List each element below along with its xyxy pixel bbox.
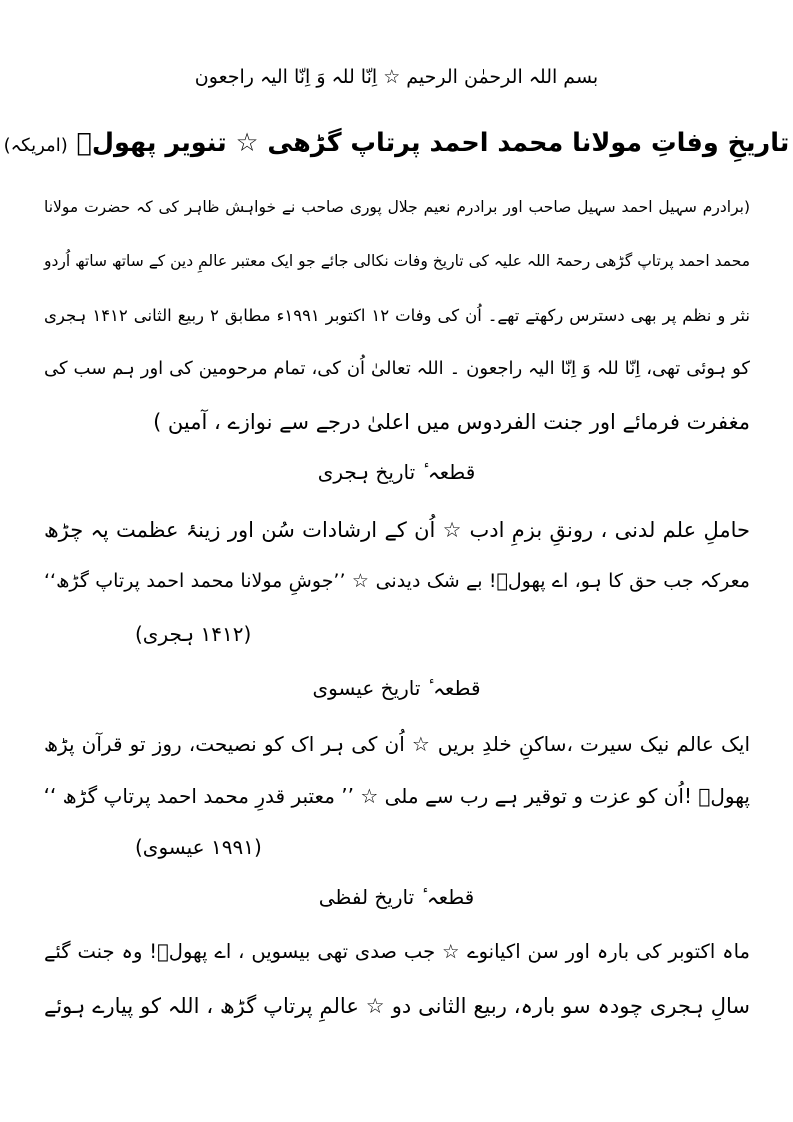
intro-line: محمد احمد پرتاپ گڑھی رحمۃ اللہ علیہ کی تاریخ وفات نکالی جائے جو ایک معتبر عالمِ دین کے ساتھ ساتھ اُردو — [44, 252, 750, 270]
page-title — [0, 128, 793, 158]
hijri-year: (۱۴۱۲ ہجری) — [135, 622, 252, 646]
isawi-year: (۱۹۹۱ عیسوی) — [135, 835, 262, 859]
isawi-verse-line: پھولؔ !اُن کو عزت و توقیر ہے رب سے ملی ☆ ’’ معتبر قدرِ محمد احمد پرتاپ گڑھ ‘‘ — [43, 784, 750, 808]
lafzi-verse-line: سالِ ہجری چودہ سو بارہ، ربیع الثانی دو ☆ عالمِ پرتاپ گڑھ ، اللہ کو پیارے ہوئے — [44, 994, 750, 1018]
lafzi-verse-line: ماہ اکتوبر کی بارہ اور سن اکیانوے ☆ جب صدی تھی بیسویں ، اے پھولؔ! وہ جنت گئے — [44, 940, 750, 963]
intro-line: (برادرم سہیل احمد سہیل صاحب اور برادرم نعیم جلال پوری صاحب نے خواہش ظاہر کی کہ حضرت مولانا — [44, 198, 750, 216]
title-text: تاریخِ وفاتِ مولانا محمد احمد پرتاپ گڑھی ☆ تنویر پھولؔ — [76, 128, 790, 158]
hijri-verse-line: حاملِ علم لدنی ، رونقِ بزمِ ادب ☆ اُن کے ارشادات سُن اور زینۂ عظمت پہ چڑھ — [44, 518, 750, 542]
intro-line: نثر و نظم پر بھی دسترس رکھتے تھے۔ اُن کی وفات ۱۲ اکتوبر ۱۹۹۱ء مطابق ۲ ربیع الثانی ۱۴۱۲ ہجری — [44, 306, 750, 325]
isawi-heading: قطعہ ٔ تاریخ عیسوی — [312, 676, 481, 700]
hijri-heading: قطعہ ٔ تاریخ ہجری — [317, 460, 476, 484]
title-suffix: (امریکہ) — [3, 135, 68, 156]
bismillah-line: بسم اللہ الرحمٰن الرحیم ☆ اِنّا للہ وَ اِنّا الیہ راجعون — [194, 66, 599, 88]
lafzi-heading: قطعہ ٔ تاریخ لفظی — [318, 885, 475, 909]
intro-line: کو ہوئی تھی، اِنّا للہ وَ اِنّا الیہ راجعون ۔ اللہ تعالیٰ اُن کی، تمام مرحومین کی اور ہم سب کی — [44, 358, 750, 379]
hijri-verse-line: معرکہ جب حق کا ہو، اے پھولؔ! بے شک دیدنی ☆ ’’جوشِ مولانا محمد احمد پرتاپ گڑھ‘‘ — [44, 570, 750, 592]
isawi-verse-line: ایک عالم نیک سیرت ،ساکنِ خلدِ بریں ☆ اُن کی ہر اک کو نصیحت، روز تو قرآن پڑھ — [44, 732, 750, 756]
intro-line: مغفرت فرمائے اور جنت الفردوس میں اعلیٰ درجے سے نوازے ، آمین ) — [153, 410, 750, 434]
